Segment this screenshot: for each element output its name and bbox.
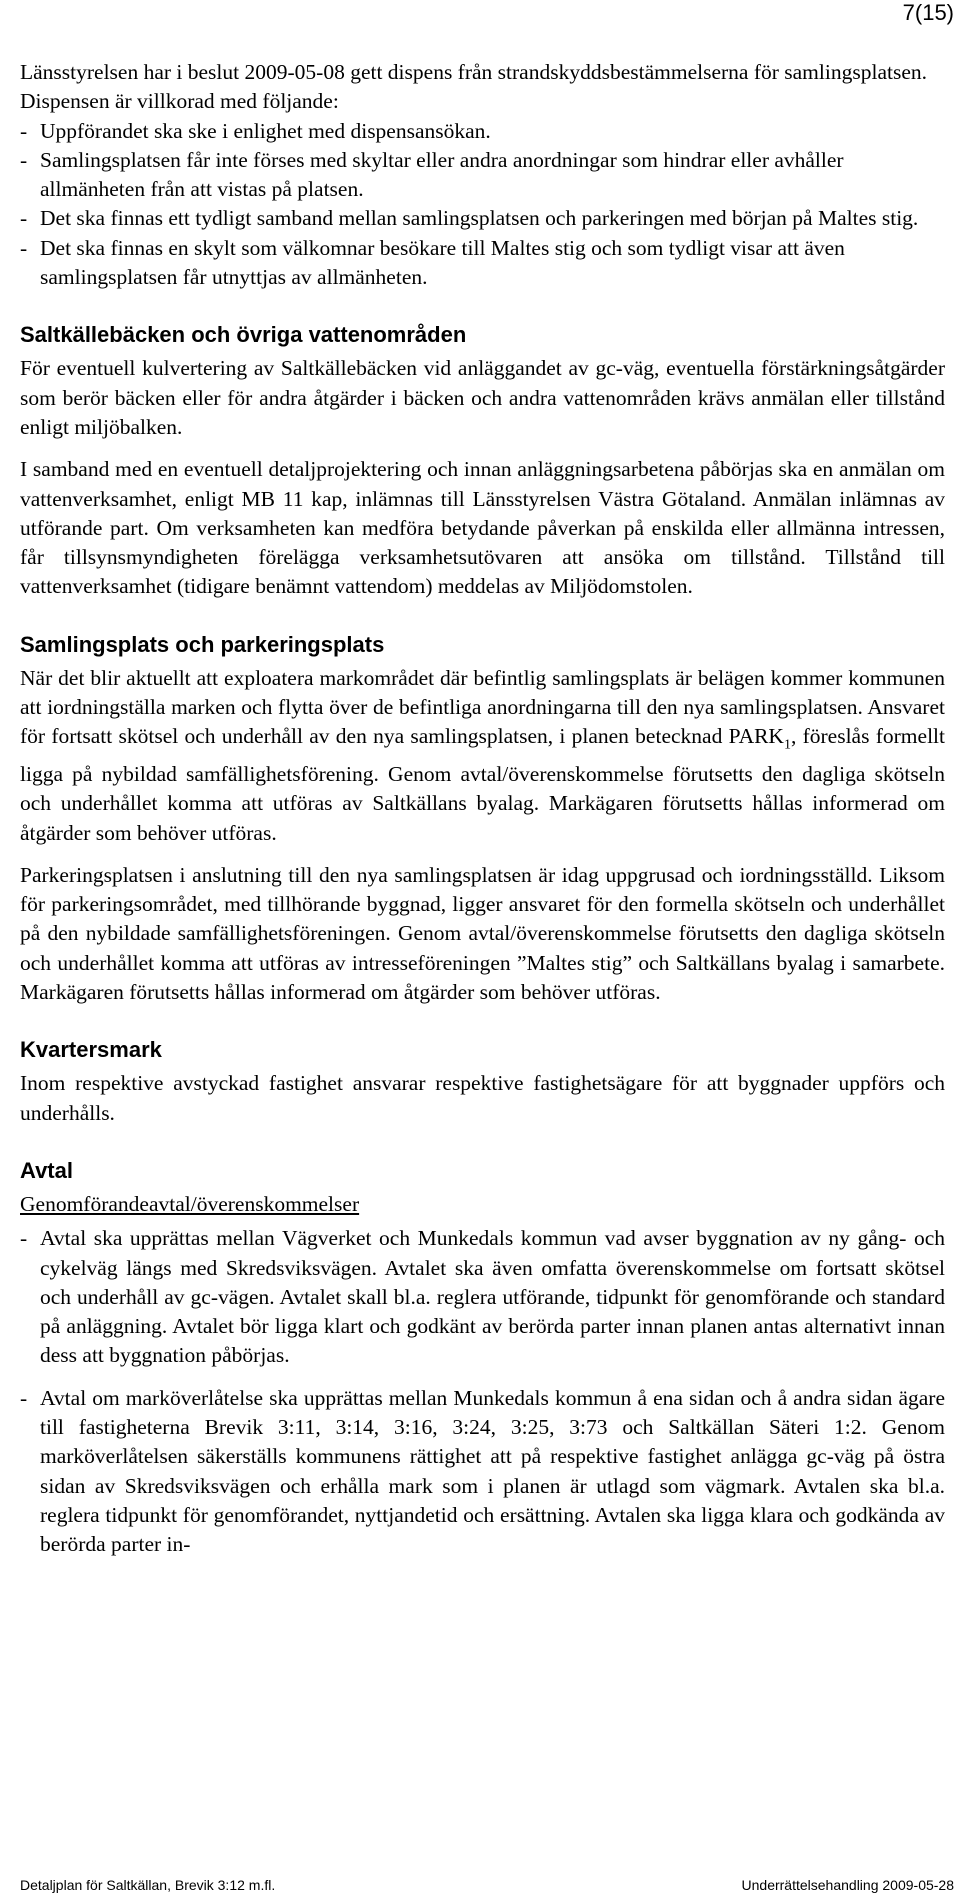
bullet-dash: -: [20, 118, 28, 143]
section-heading: Saltkällebäcken och övriga vattenområden: [20, 322, 467, 348]
section-heading: Avtal: [20, 1157, 73, 1183]
bullet-dash: -: [20, 1226, 28, 1251]
list-item: - Samlingsplatsen får inte förses med skyltar eller andra anordningar som hindrar eller avhåller allmänheten från att vistas på platsen.: [20, 146, 945, 205]
page-footer: [20, 1877, 954, 1893]
bullet-dash: -: [20, 147, 28, 172]
bullet-dash: -: [20, 235, 28, 260]
section-heading: Samlingsplats och parkeringsplats: [20, 631, 385, 657]
list-item: - Avtal om marköverlåtelse ska upprättas mellan Munkedals kommun å ena sidan och å andra sidan ägare till fastigheterna Brevik 3:11, 3:14, 3:16, 3:24, 3:25, 3:73 och Saltkällan Säteri 1:2. Genom marköverlåtelsen säkerställs kommunens rättighet att på respektive fastighet anlägga gc-väg på östra sidan av Skredsviksvägen och erhålla mark som i planen är utlagd som vägmark. Avtalen ska bl.a. reglera tidpunkt för genomförandet, nyttjandetid och ersättning. Avtalen ska ligga klara och godkända av berörda parter in-: [20, 1384, 945, 1560]
page-number: 7(15): [902, 0, 954, 25]
footer-left: Detaljplan för Saltkällan, Brevik 3:12 m.fl.: [20, 1877, 276, 1893]
bullet-dash: -: [20, 206, 28, 231]
footer-right: Underrättelsehandling 2009-05-28: [741, 1877, 954, 1893]
list-item: - Uppförandet ska ske i enlighet med dispensansökan.: [20, 117, 945, 146]
paragraph: I samband med en eventuell detaljprojektering och innan anläggningsarbetena påbörjas ska en anmälan om vattenverksamhet, enligt MB 11 kap, inlämnas till Länsstyrelsen Västra Götaland. Anmälan inlämnas av utförande part. Om verksamheten kan medföra betydande påverkan på enskilda eller allmänna intressen, får tillsynsmyndigheten förelägga verksamhetsutövaren att ansöka om tillstånd. Tillstånd till vattenverksamhet (tidigare benämnt vattendom) meddelas av Miljödomstolen.: [20, 457, 945, 599]
paragraph: För eventuell kulvertering av Saltkällebäcken vid anläggandet av gc-väg, eventuella förstärkningsåtgärder som berör bäcken eller för andra åtgärder i bäcken och andra vattenområden krävs anmälan eller tillstånd enligt miljöbalken.: [20, 356, 945, 439]
bullet-dash: -: [20, 1385, 28, 1410]
intro-paragraph: Länsstyrelsen har i beslut 2009-05-08 gett dispens från strandskyddsbestämmelserna för samlingsplatsen. Dispensen är villkorad med följande:: [20, 60, 927, 114]
paragraph: Parkeringsplatsen i anslutning till den nya samlingsplatsen är idag uppgrusad och iordningsställd. Liksom för parkeringsområdet, med tillhörande byggnad, ligger ansvaret för den formella skötseln och underhållet på den nybildade samfällighetsföreningen. Genom avtal/överenskommelse förutsetts den dagliga skötseln och underhållet komma att utföras av intresseföreningen ”Maltes stig” och Saltkällans byalag i samarbete. Markägaren förutsetts hållas informerad om åtgärder som behöver utföras.: [20, 862, 945, 1005]
section-heading: Kvartersmark: [20, 1037, 162, 1063]
document-body: [20, 58, 945, 1559]
intro-block: [20, 58, 945, 292]
list-item: - Avtal ska upprättas mellan Vägverket och Munkedals kommun vad avser byggnation av ny gång- och cykelväg längs med Skredsviksvägen. Avtalet ska även omfatta överenskommelse om fortsatt skötsel och underhåll av gc-vägen. Avtalet skall bl.a. reglera utförande, tidpunkt för genomförande och standard på anläggning. Avtalet bör ligga klart och godkänt av berörda parter innan planen antas alternativt innan dess att byggnation påbörjas.: [20, 1224, 945, 1370]
paragraph: När det blir aktuellt att exploatera markområdet där befintlig samlingsplats är belägen kommer kommunen att iordningställa marken och flytta över de befintliga anordningarna till den nya samlingsplatsen. Ansvaret för fortsatt skötsel och underhåll av den nya samlingsplatsen, i planen betecknad $PARK_1$, föreslås formellt ligga på nybildad samfällighetsförening. Genom avtal/överenskommelse förutsetts den dagliga skötseln och underhållet komma att utföras av Saltkällans byalag. Markägaren förutsetts hållas informerad om åtgärder som behöver utföras.: [20, 665, 945, 845]
list-item: - Det ska finnas ett tydligt samband mellan samlingsplatsen och parkeringen med början på Maltes stig.: [20, 204, 945, 233]
subheading: Genomförandeavtal/överenskommelser: [20, 1191, 360, 1216]
paragraph: Inom respektive avstyckad fastighet ansvarar respektive fastighetsägare för att byggnader uppförs och underhålls.: [20, 1071, 945, 1125]
list-item: - Det ska finnas en skylt som välkomnar besökare till Maltes stig och som tydligt visar att även samlingsplatsen får utnyttjas av allmänheten.: [20, 234, 945, 293]
